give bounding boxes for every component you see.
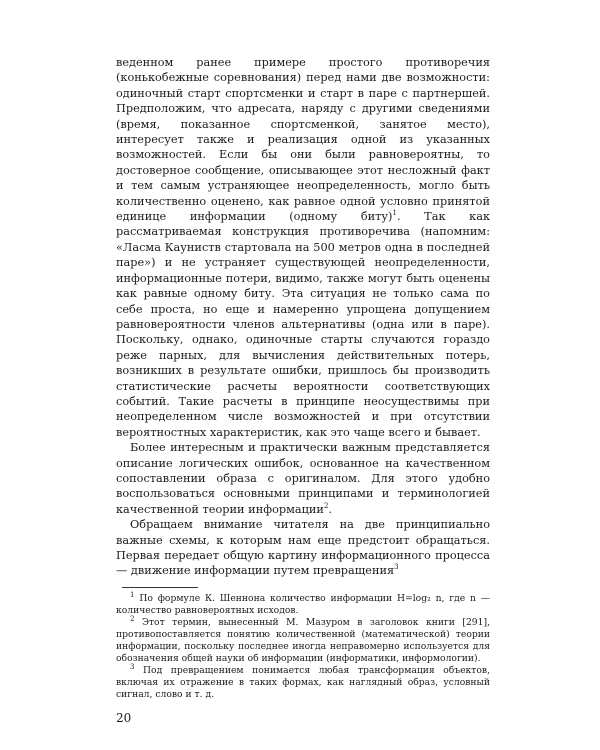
footnote-mark-3: 3 bbox=[130, 662, 135, 671]
footnote-divider bbox=[122, 587, 198, 588]
footnotes bbox=[116, 590, 490, 701]
footnote-ref-2: 2 bbox=[323, 502, 329, 511]
paragraph-3: Обращаем внимание читателя на две принципиально важные схемы, к которым нам еще предстоит обращаться. Первая передает общую картину информационного процесса — движение информации путем превращения$^3$ bbox=[116, 518, 490, 578]
paragraph-1: веденном ранее примере простого противоречия (конькобежные соревнования) перед нами две возможности: одиночный старт спортсменки и старт в паре с партнершей. Предположим, что адресата, наряду с другими сведениями (время, показанное спортсменкой, занятое место), интересует также и реализация одной из указанных возможностей. Если бы они были равновероятны, то достоверное сообщение, описывающее этот несложный факт и тем самым устраняющее неопределенность, могло быть количественно оценено, как равное одной условно принятой единице информации (одному биту)$^1$. Так как рассматриваемая конструкция противоречива (напомним: «Ласма Кауниств стартовала на 500 метров одна в последней паре») и не устраняет существующей неопределенности, информационные потери, видимо, также могут быть оценены как равные одному биту. Эта ситуация не только сама по себе проста, но еще и намеренно упрощена допущением равновероятности членов альтернативы (одна или в паре). Поскольку, однако, одиночные старты случаются гораздо реже парных, для вычисления действительных потерь, возникших в результате ошибки, пришлось бы производить статистические расчеты вероятности соответствующих событий. Такие расчеты в принципе неосуществимы при неопределенном числе возможностей и при отсутствии вероятностных характеристик, как это чаще всего и бывает. bbox=[116, 56, 491, 439]
paragraph-2: Более интересным и практически важным представляется описание логических ошибок, основанное на качественном сопоставлении образа с оригиналом. Для этого удобно воспользоваться основными принципами и терминологией качественной теории информации$^2$. bbox=[116, 441, 490, 516]
footnote-ref-1: 1 bbox=[392, 209, 397, 218]
footnote-2: $^2$ Этот термин, вынесенный М. Мазуром в заголовок книги [291], противопоставляется понятию количественной (математической) теории информации, поскольку последнее иногда неправомерно используется для обозначения общей науки об информации (информатики, информологии). bbox=[116, 614, 490, 664]
page-number: 20 bbox=[116, 710, 132, 725]
footnote-ref-3: 3 bbox=[394, 563, 399, 572]
book-page bbox=[116, 55, 490, 725]
footnote-mark-1: 1 bbox=[130, 590, 135, 599]
footnote-mark-2: 2 bbox=[130, 614, 135, 623]
footnote-3: $^3$ Под превращением понимается любая трансформация объектов, включая их отражение в таких формах, как наглядный образ, условный сигнал, слово и т. д. bbox=[116, 662, 490, 700]
main-text bbox=[116, 55, 490, 579]
footnote-1: $^1$ По формуле К. Шеннона количество информации H=log₂ n, где n — количество равновероятных исходов. bbox=[116, 590, 490, 616]
